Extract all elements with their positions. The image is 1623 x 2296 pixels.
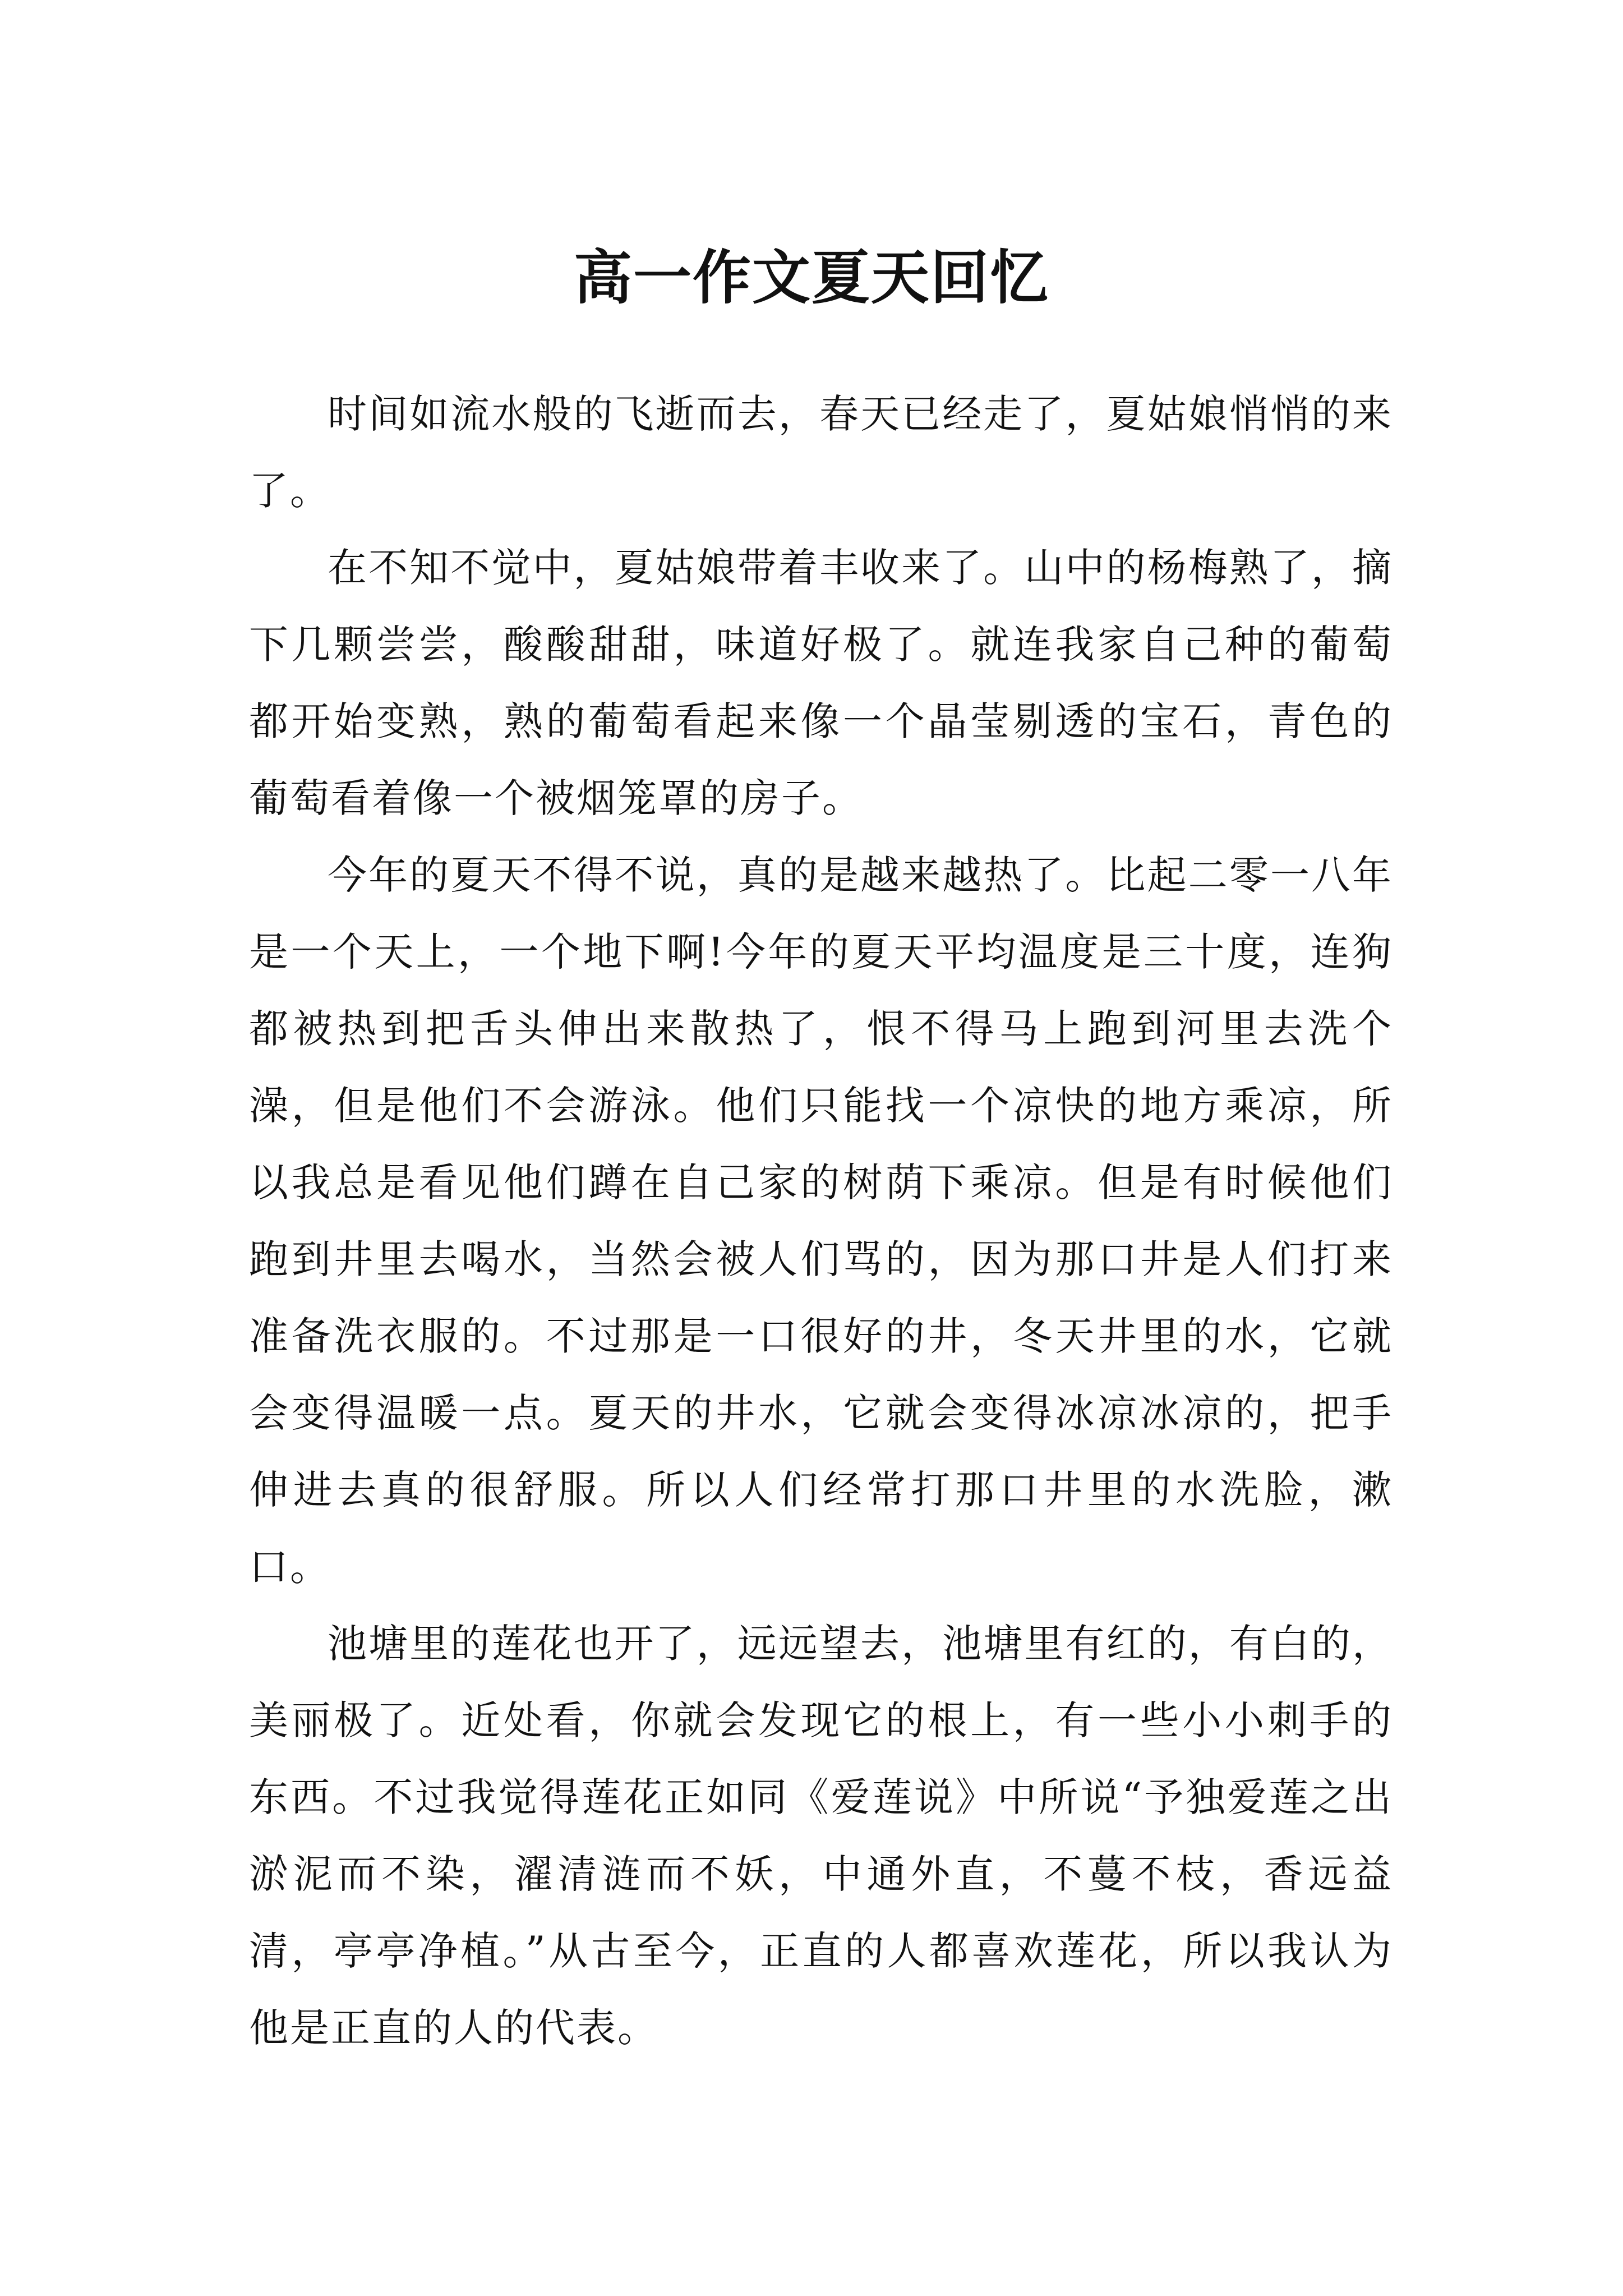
document-title: 高一作文夏天回忆 xyxy=(573,242,1049,312)
paragraph: 池塘里的莲花也开了，远远望去，池塘里有红的，有白的，美丽极了。近处看，你就会发现它的根上，有一些小小刺手的东西。不过我觉得莲花正如同《爱莲说》中所说“予独爱莲之出淤泥而不染，濯清涟而不妖，中通外直，不蔓不枝，香远益清，亭亭净植。”从古至今，正直的人都喜欢莲花，所以我认为他是正直的人的代表。 xyxy=(249,1621,1393,2051)
paragraph: 时间如流水般的飞逝而去，春天已经走了，夏姑娘悄悄的来了。 xyxy=(249,391,1393,514)
paragraph: 在不知不觉中，夏姑娘带着丰收来了。山中的杨梅熟了，摘下几颗尝尝，酸酸甜甜，味道好极了。就连我家自己种的葡萄都开始变熟，熟的葡萄看起来像一个晶莹剔透的宝石，青色的葡萄看着像一个被烟笼罩的房子。 xyxy=(249,545,1393,821)
document-body xyxy=(249,376,1393,2067)
paragraph: 今年的夏天不得不说，真的是越来越热了。比起二零一八年是一个天上，一个地下啊!今年的夏天平均温度是三十度，连狗都被热到把舌头伸出来散热了，恨不得马上跑到河里去洗个澡，但是他们不会游泳。他们只能找一个凉快的地方乘凉，所以我总是看见他们蹲在自己家的树荫下乘凉。但是有时候他们跑到井里去喝水，当然会被人们骂的，因为那口井是人们打来准备洗衣服的。不过那是一口很好的井，冬天井里的水，它就会变得温暖一点。夏天的井水，它就会变得冰凉冰凉的，把手伸进去真的很舒服。所以人们经常打那口井里的水洗脸，漱口。 xyxy=(249,852,1393,1590)
